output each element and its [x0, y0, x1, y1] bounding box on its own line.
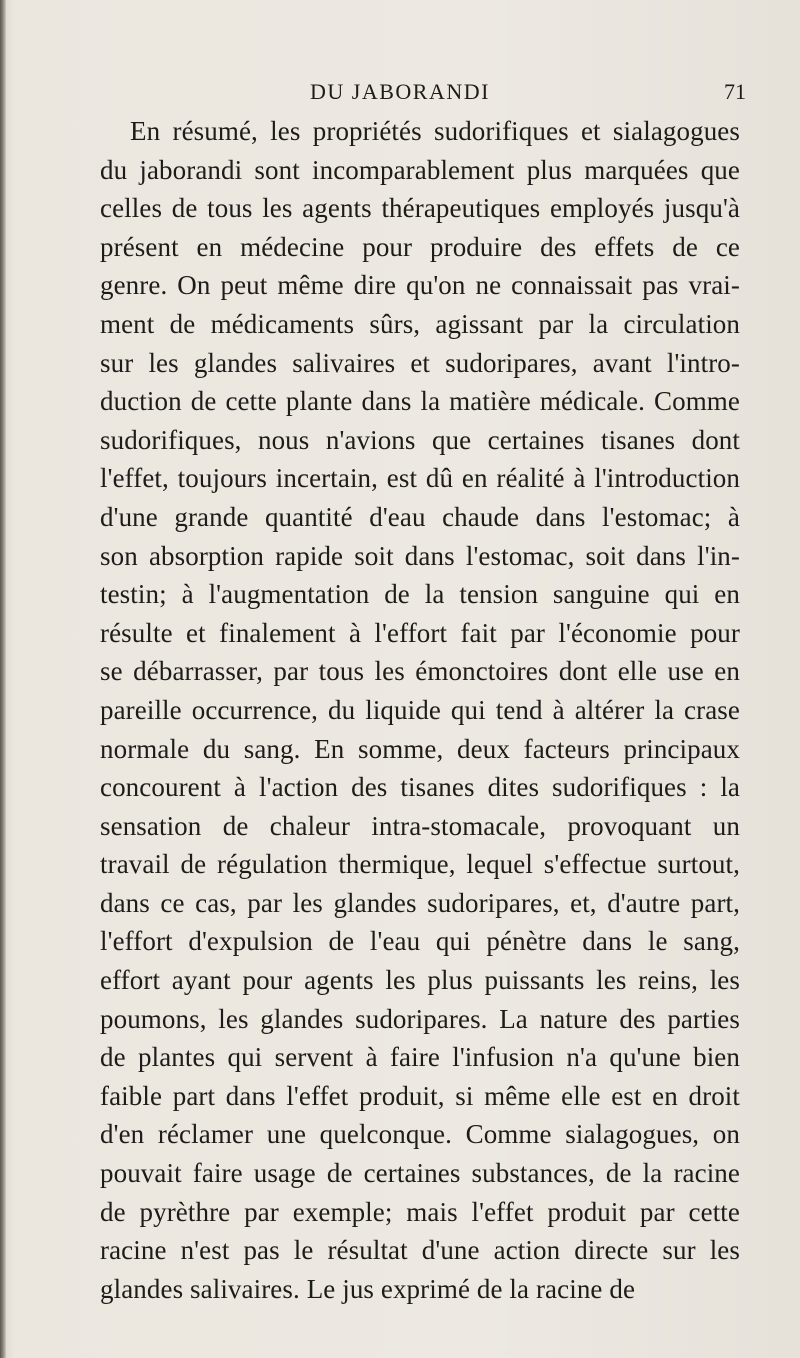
text-line: l'effet, toujours incertain, est dû en réalité à l'introduction — [100, 463, 740, 494]
text-line: résulte et finalement à l'effort fait par l'économie pour — [100, 617, 740, 648]
text-line: glandes salivaires. Le jus exprimé de la racine de — [100, 1273, 636, 1304]
text-line: dans ce cas, par les glandes sudoripares, et, d'autre part, — [100, 887, 740, 918]
text-line: pareille occurrence, du liquide qui tend à altérer la crase — [100, 694, 740, 725]
text-line: pouvait faire usage de certaines substances, de la racine — [100, 1158, 740, 1189]
text-line: testin; à l'augmentation de la tension sanguine qui en — [100, 579, 740, 610]
text-line: faible part dans l'effet produit, si même elle est en droit — [100, 1080, 740, 1111]
text-line: concourent à l'action des tisanes dites sudorifiques : la — [100, 772, 740, 803]
text-line: genre. On peut même dire qu'on ne connaissait pas vrai- — [100, 270, 740, 301]
body-paragraph — [100, 112, 740, 1308]
text-line: de plantes qui servent à faire l'infusion n'a qu'une bien — [100, 1042, 740, 1073]
text-line: racine n'est pas le résultat d'une action directe sur les — [100, 1235, 740, 1266]
text-line: se débarrasser, par tous les émonctoires dont elle use en — [100, 656, 740, 687]
text-line: d'une grande quantité d'eau chaude dans l'estomac; à — [100, 501, 740, 532]
text-line: sur les glandes salivaires et sudoripares, avant l'intro- — [100, 347, 740, 378]
page-spine-shadow — [0, 0, 6, 1358]
page-number: 71 — [724, 79, 746, 104]
page-header — [40, 74, 760, 110]
text-line: travail de régulation thermique, lequel s'effectue surtout, — [100, 849, 740, 880]
text-line: présent en médecine pour produire des effets de ce — [100, 231, 740, 262]
text-line: normale du sang. En somme, deux facteurs principaux — [100, 733, 740, 764]
text-line: ment de médicaments sûrs, agissant par la circulation — [100, 308, 740, 339]
text-line: duction de cette plante dans la matière médicale. Comme — [100, 386, 740, 417]
text-line: l'effort d'expulsion de l'eau qui pénètre dans le sang, — [100, 926, 740, 957]
text-line: de pyrèthre par exemple; mais l'effet produit par cette — [100, 1196, 740, 1227]
text-line: du jaborandi sont incomparablement plus marquées que — [100, 154, 740, 185]
text-line: effort ayant pour agents les plus puissants les reins, les — [100, 965, 740, 996]
text-line: son absorption rapide soit dans l'estomac, soit dans l'in- — [100, 540, 740, 571]
text-line: sudorifiques, nous n'avions que certaines tisanes dont — [100, 424, 740, 455]
text-line: En résumé, les propriétés sudorifiques et sialagogues — [130, 116, 740, 146]
running-title: DU JABORANDI — [310, 79, 490, 104]
text-line: sensation de chaleur intra-stomacale, provoquant un — [100, 810, 740, 841]
text-line: poumons, les glandes sudoripares. La nature des parties — [100, 1003, 740, 1034]
text-line: celles de tous les agents thérapeutiques employés jusqu'à — [100, 193, 740, 224]
text-line: d'en réclamer une quelconque. Comme sialagogues, on — [100, 1119, 740, 1150]
